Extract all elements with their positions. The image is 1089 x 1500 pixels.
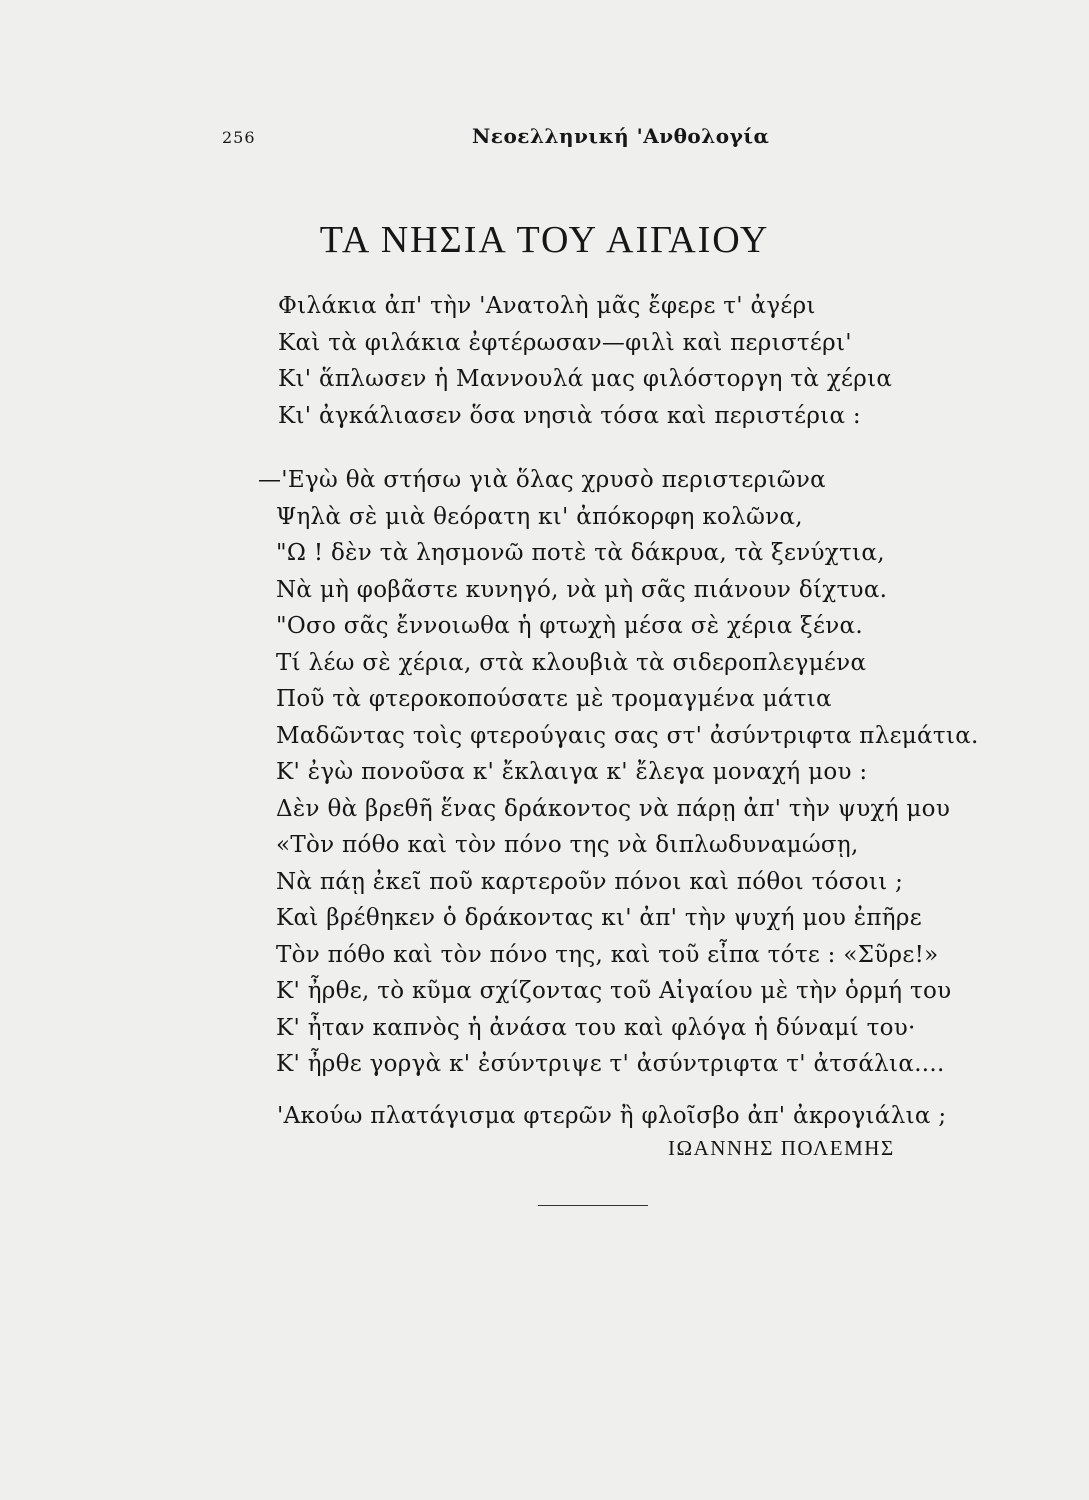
poem-line: Τὸν πόθο καὶ τὸν πόνο της, καὶ τοῦ εἶπα τότε : «Σῦρε!» <box>276 941 939 968</box>
stanza-2 <box>258 462 979 1083</box>
poem-line: «Τὸν πόθο καὶ τὸν πόνο της νὰ διπλωδυναμώσῃ, <box>276 832 859 858</box>
running-head <box>0 124 1089 154</box>
poem-line: "Ω ! δὲν τὰ λησμονῶ ποτὲ τὰ δάκρυα, τὰ ξενύχτια, <box>276 540 885 566</box>
stanza-1 <box>278 288 892 434</box>
poem-line: Καὶ τὰ φιλάκια ἐφτέρωσαν—φιλὶ καὶ περιστέρι' <box>278 329 852 356</box>
poem-line: Ποῦ τὰ φτεροκοπούσατε μὲ τρομαγμένα μάτια <box>276 686 832 712</box>
section-divider <box>538 1205 648 1206</box>
poem-line: Καὶ βρέθηκεν ὁ δράκοντας κι' ἀπ' τὴν ψυχή μου ἐπῆρε <box>276 905 922 931</box>
poem-line: Φιλάκια ἀπ' τὴν 'Ανατολὴ μᾶς ἔφερε τ' ἀγέρι <box>278 293 816 319</box>
poem-title: ΤΑ ΝΗΣΙΑ ΤΟΥ ΑΙΓΑΙΟΥ <box>319 219 770 261</box>
poem-line: Νὰ πάῃ ἐκεῖ ποῦ καρτεροῦν πόνοι καὶ πόθοι τόσοιι ; <box>276 868 904 895</box>
page-number: 256 <box>222 128 256 147</box>
poem-line: Κ' ἦρθε, τὸ κῦμα σχίζοντας τοῦ Αἰγαίου μὲ τὴν ὁρμή του <box>276 978 952 1004</box>
poem-line: Κι' ἀγκάλιασεν ὅσα νησιὰ τόσα καὶ περιστέρια : <box>278 402 861 429</box>
poem-line: Κ' ἦρθε γοργὰ κ' ἐσύντριψε τ' ἀσύντριφτα τ' ἀτσάλια.... <box>276 1051 945 1077</box>
poem-line: Κ' ἦταν καπνὸς ἡ ἀνάσα του καὶ φλόγα ἡ δύναμί του· <box>276 1014 916 1041</box>
running-title: Νεοελληνική 'Ανθολογία <box>472 124 770 148</box>
poem-line: Μαδῶντας τοὶς φτερούγαις σας στ' ἀσύντριφτα πλεμάτια. <box>276 722 979 749</box>
poem-line: "Οσο σᾶς ἔννοιωθα ἡ φτωχὴ μέσα σὲ χέρια ξένα. <box>276 613 863 639</box>
poem-line: Ψηλὰ σὲ μιὰ θεόρατη κι' ἀπόκορφη κολῶνα, <box>276 503 803 530</box>
poem-line: Κ' ἐγὼ πονοῦσα κ' ἔκλαιγα κ' ἔλεγα μοναχή μου : <box>276 759 868 785</box>
poem-line: 'Ακούω πλατάγισμα φτερῶν ἢ φλοῖσβο ἀπ' ἀκρογιάλια ; <box>277 1103 947 1129</box>
poem-line: Τί λέω σὲ χέρια, στὰ κλουβιὰ τὰ σιδεροπλεγμένα <box>276 649 867 676</box>
poem-line: Νὰ μὴ φοβᾶστε κυνηγό, νὰ μὴ σᾶς πιάνουν δίχτυα. <box>276 576 888 603</box>
poem-line: —'Εγὼ θὰ στήσω γιὰ ὅλας χρυσὸ περιστεριῶνα <box>258 467 826 493</box>
poem-line: Δὲν θὰ βρεθῆ ἕνας δράκοντος νὰ πάρῃ ἀπ' τὴν ψυχή μου <box>276 795 951 822</box>
stanza-3 <box>277 1098 946 1135</box>
poem-line: Κι' ἅπλωσεν ἡ Μαννουλά μας φιλόστοργη τὰ χέρια <box>278 366 893 392</box>
author-signature: ΙΩΑΝΝΗΣ ΠΟΛΕΜΗΣ <box>668 1136 895 1160</box>
